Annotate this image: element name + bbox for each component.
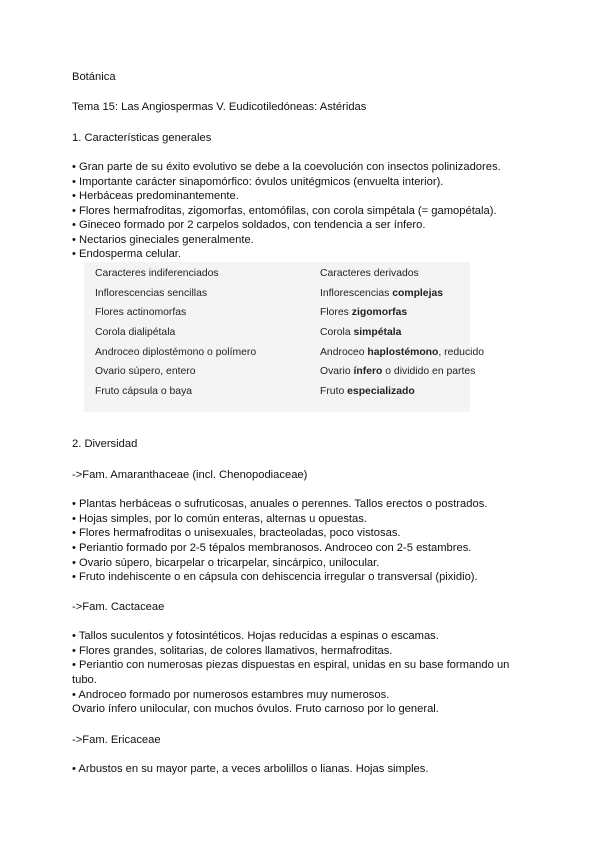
comparison-left-cell: Fruto cápsula o baya <box>95 386 193 397</box>
family-bullet: • Fruto indehiscente o en cápsula con dehiscencia irregular o transversal (pixidio). <box>72 571 478 583</box>
comparison-left-header: Caracteres indiferenciados <box>95 268 219 279</box>
section-heading-characteristics: 1. Características generales <box>72 132 212 144</box>
comparison-left-cell: Flores actinomorfas <box>95 307 187 318</box>
family-bullet: • Periantio formado por 2-5 tépalos membranosos. Androceo con 2-5 estambres. <box>72 542 472 554</box>
family-bullet: • Androceo formado por numerosos estambres muy numerosos. <box>72 689 390 701</box>
family-bullet: • Flores grandes, solitarias, de colores llamativos, hermafroditas. <box>72 645 393 657</box>
family-bullet: • Plantas herbáceas o sufruticosas, anuales o perennes. Tallos erectos o postrados. <box>72 498 488 510</box>
characteristic-bullet: • Gineceo formado por 2 carpelos soldados, con tendencia a ser ínfero. <box>72 219 426 231</box>
comparison-left-cell: Androceo diplostémono o polímero <box>95 347 257 358</box>
comparison-right-cell: Flores zigomorfas <box>320 307 408 318</box>
family-bullet: • Hojas simples, por lo común enteras, alternas u opuestas. <box>72 513 367 525</box>
comparison-right-cell: Corola simpétala <box>320 327 402 338</box>
characters-comparison-table <box>84 262 485 412</box>
characteristic-bullet: • Herbáceas predominantemente. <box>72 190 239 202</box>
characteristic-bullet: • Importante carácter sinapomórfico: óvulos unitégmicos (envuelta interior). <box>72 176 444 188</box>
family-bullet: Ovario ínfero unilocular, con muchos óvulos. Fruto carnoso por lo general. <box>72 703 439 715</box>
comparison-left-cell: Inflorescencias sencillas <box>95 288 208 299</box>
comparison-left-cell: Corola dialipétala <box>95 327 176 338</box>
comparison-right-cell: Ovario ínfero o dividido en partes <box>320 366 476 377</box>
comparison-right-cell: Androceo haplostémono, reducido <box>320 347 485 358</box>
family-bullet: tubo. <box>72 674 97 686</box>
comparison-right-cell: Inflorescencias complejas <box>320 288 444 299</box>
characteristic-bullet: • Gran parte de su éxito evolutivo se debe a la coevolución con insectos polinizadores. <box>72 161 501 173</box>
family-title-amaranthaceae: ->Fam. Amaranthaceae (incl. Chenopodiaceae) <box>72 469 308 481</box>
family-bullet: • Ovario súpero, bicarpelar o tricarpelar, sincárpico, unilocular. <box>72 557 380 569</box>
topic-title: Tema 15: Las Angiospermas V. Eudicotiledóneas: Astéridas <box>72 101 367 113</box>
family-title-cactaceae: ->Fam. Cactaceae <box>72 601 165 613</box>
subject-title: Botánica <box>72 71 116 83</box>
family-title-ericaceae: ->Fam. Ericaceae <box>72 734 161 746</box>
comparison-left-cell: Ovario súpero, entero <box>95 366 196 377</box>
family-bullet: • Arbustos en su mayor parte, a veces arbolillos o lianas. Hojas simples. <box>72 763 429 775</box>
family-bullet: • Tallos suculentos y fotosintéticos. Hojas reducidas a espinas o escamas. <box>72 630 439 642</box>
family-bullet: • Flores hermafroditas o unisexuales, bracteoladas, poco vistosas. <box>72 527 401 539</box>
characteristic-bullet: • Flores hermafroditas, zigomorfas, entomófilas, con corola simpétala (= gamopétala). <box>72 205 497 217</box>
comparison-right-header: Caracteres derivados <box>320 268 419 279</box>
family-bullet: • Periantio con numerosas piezas dispuestas en espiral, unidas en su base formando un <box>72 659 510 671</box>
comparison-right-cell: Fruto especializado <box>320 386 415 397</box>
characteristic-bullet: • Nectarios gineciales generalmente. <box>72 234 254 246</box>
section-heading-diversity: 2. Diversidad <box>72 438 138 450</box>
characteristic-bullet: • Endosperma celular. <box>72 248 182 260</box>
